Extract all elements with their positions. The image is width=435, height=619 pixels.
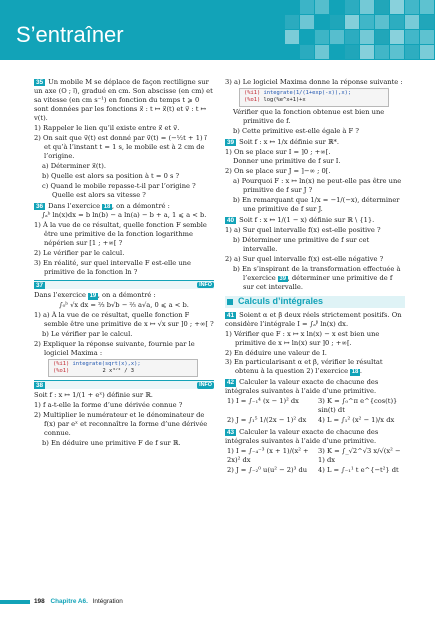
- exercise-reference[interactable]: 19: [89, 293, 97, 300]
- question: 2) On se place sur J = ]−∞ ; 0[.: [225, 167, 331, 176]
- header-tile: [345, 0, 359, 14]
- question: b) Le vérifier par le calcul.: [42, 329, 133, 338]
- integral-item: 1) I = ∫₋₄⁻³ (x + 1)/(x² + 2x)² dx: [227, 446, 309, 464]
- question: 1) On se place sur I = ]0 ; +∞[.: [225, 147, 331, 156]
- exercise-reference[interactable]: 18: [103, 203, 111, 210]
- question: a) Déterminer x⃗(t).: [42, 161, 106, 170]
- integral-item: 3) K = ∫_√2^√3 x/√(x² − 1) dx: [318, 446, 401, 464]
- question-text-part: b) En s’inspirant de la transformation effectuée à l’exercice: [233, 264, 401, 282]
- exercise-number: 40: [227, 217, 235, 225]
- maxima-output: [239, 88, 389, 107]
- question: 2) Expliquer la réponse suivante, fournie par le logiciel Maxima :: [34, 339, 195, 357]
- page-footer: [34, 598, 123, 605]
- exercise-number: 42: [227, 379, 235, 387]
- header-tile: [375, 15, 389, 29]
- question: b) Quelle est alors sa position à t = 0 s ?: [42, 171, 180, 180]
- page-title: S’entraîner: [16, 22, 124, 47]
- left-column: [34, 78, 214, 449]
- header-tile: [330, 15, 344, 29]
- exercise-text: Dans l’exercice: [48, 201, 101, 210]
- exercise-reference[interactable]: 39: [279, 275, 287, 282]
- exercise-text: Soit f : x ↦ 1/(1 + eˣ) définie sur ℝ.: [34, 391, 153, 400]
- question: b) Déterminer une primitive de f sur cet intervalle.: [233, 235, 370, 253]
- question: Donner une primitive de f sur I.: [233, 157, 341, 166]
- exercise-text: [34, 291, 214, 300]
- question-text-part: .: [359, 367, 363, 376]
- code-output: 2 x³ᐟ² / 3: [102, 368, 134, 375]
- header-tile: [285, 30, 299, 44]
- header-tile: [300, 45, 314, 59]
- question: 2) a) Sur quel intervalle f(x) est-elle négative ?: [225, 254, 384, 263]
- question: 1) a) Sur quel intervalle f(x) est-elle positive ?: [225, 226, 381, 234]
- exercise-43: [225, 428, 405, 446]
- header-tile: [375, 0, 389, 14]
- header-tile: [405, 30, 419, 44]
- question: 1) Vérifier que F : x ↦ x ln(x) − x est bien une primitive de x ↦ ln(x) sur ]0 ; +∞[.: [225, 329, 380, 347]
- header-tile: [300, 15, 314, 29]
- question: [225, 265, 405, 292]
- question: 1) Rappeler le lien qu’il existe entre x⃗ et v⃗.: [34, 124, 180, 133]
- code-output-label: (%o1): [53, 368, 70, 375]
- chapter-title: Intégration: [92, 598, 123, 605]
- integral-item: 1) I = ∫₋₁⁴ (x − 1)² dx: [227, 397, 299, 406]
- header-tile: [390, 15, 404, 29]
- header-tile: [360, 30, 374, 44]
- header-tile: [420, 45, 434, 59]
- exercise-text-part: , on a démontré :: [97, 291, 156, 300]
- question: 1) a) À la vue de ce résultat, quelle fonction F semble être une primitive de x ↦ √x sur ]0 ; +∞[ ?: [34, 310, 214, 328]
- maxima-output: [48, 359, 198, 378]
- header-tile: [315, 0, 329, 14]
- question: 2) En déduire une valeur de I.: [225, 348, 327, 357]
- header-tile: [345, 45, 359, 59]
- right-column: [225, 78, 405, 476]
- section-title: Calculs d’intégrales: [238, 296, 324, 307]
- question: b) En déduire une primitive F de f sur ℝ.: [42, 439, 181, 448]
- header-tile: [360, 45, 374, 59]
- exercise-text: , on a démontré :: [111, 201, 170, 210]
- code-output: log(%e^x+1)+x: [263, 97, 306, 104]
- exercise-number: 37: [36, 281, 44, 289]
- header-tile: [285, 15, 299, 29]
- question: b) Cette primitive est-elle égale à F ?: [233, 126, 359, 135]
- question: 2) Multiplier le numérateur et le dénominateur de f(x) par eˣ et reconnaître la forme d’une dérivée connue.: [34, 411, 208, 438]
- exercise-text: Un mobile M se déplace de façon rectiligne sur un axe (O ; i⃗), gradué en cm. Son abscisse (en cm) et sa vitesse (en cm s⁻¹) en fonction du temps t ⩾ 0 sont données par les fonctions x⃗ : t ↦ x⃗(t) et v⃗ : t ↦ v(t).: [34, 78, 213, 123]
- question-text-part: , déterminer une primitive de f sur cet intervalle.: [243, 273, 393, 291]
- header-tile-pattern: [285, 0, 435, 60]
- header-tile: [315, 45, 329, 59]
- header-tile: [405, 0, 419, 14]
- exercise-number: 38: [36, 381, 44, 389]
- integral-list: [225, 447, 405, 476]
- integral-item: 2) J = ∫₁⁵ 1/(2x − 1)² dx: [227, 416, 307, 425]
- exercise-42: [225, 378, 405, 396]
- exercise-35: [34, 78, 214, 123]
- exercise-38-bar: [34, 380, 214, 389]
- exercise-text: Calculer la valeur exacte de chacune des intégrales suivantes à l’aide d’une primitive.: [225, 378, 379, 396]
- exercise-number: 43: [227, 429, 235, 437]
- page-header: [0, 0, 435, 60]
- info-badge: INFO: [199, 281, 212, 288]
- header-tile: [390, 0, 404, 14]
- exercise-text-part: Dans l’exercice: [34, 291, 86, 300]
- header-tile: [390, 30, 404, 44]
- exercise-39: [225, 138, 405, 147]
- exercise-36: [34, 202, 214, 211]
- header-tile: [390, 45, 404, 59]
- header-tile: [315, 30, 329, 44]
- integral-item: 3) K = ∫₀^π e^{cos(t)} sin(t) dt: [318, 397, 398, 415]
- exercise-text: Calculer la valeur exacte de chacune des intégrales suivantes à l’aide d’une primitive.: [225, 428, 379, 446]
- exercise-text: Soit f : x ↦ 1/x définie sur ℝ*.: [239, 137, 339, 146]
- page-number: 198: [34, 598, 45, 605]
- header-tile: [420, 30, 434, 44]
- code-output-label: (%o1): [244, 97, 261, 104]
- exercise-number: 41: [227, 311, 235, 319]
- integral-item: 4) L = ∫₁² (x² − 1)/x dx: [318, 416, 395, 425]
- question: [225, 358, 405, 376]
- header-tile: [300, 0, 314, 14]
- question-text-part: 3) En particularisant α et β, vérifier le résultat obtenu à la question 2) l’exercice: [225, 358, 383, 376]
- header-tile: [405, 15, 419, 29]
- header-tile: [330, 30, 344, 44]
- question: 1) À la vue de ce résultat, quelle fonction F semble être une primitive de la fonction logarithme népérien sur [1 ; +∞[ ?: [34, 221, 207, 248]
- code-input: integrate(1/(1+exp(-x)),x);: [263, 90, 352, 97]
- integral-item: 4) L = ∫₋₁¹ t e^{−t²} dt: [318, 465, 399, 474]
- exercise-37-bar: [34, 280, 214, 289]
- exercise-number: 35: [36, 79, 44, 86]
- integral-item: 2) J = ∫₋₂⁰ u(u² − 2)³ du: [227, 465, 308, 474]
- exercise-40: [225, 216, 405, 225]
- exercise-number: 36: [36, 202, 44, 210]
- integral-list: [225, 397, 405, 426]
- code-input-label: (%i1): [244, 90, 261, 97]
- header-tile: [420, 0, 434, 14]
- question: 2) Le vérifier par le calcul.: [34, 249, 125, 258]
- header-tile: [375, 45, 389, 59]
- header-tile: [375, 30, 389, 44]
- question: Vérifier que la fonction obtenue est bien une primitive de f.: [233, 107, 385, 125]
- header-tile: [405, 45, 419, 59]
- exercise-41: [225, 311, 405, 329]
- question: 3) En réalité, sur quel intervalle F est-elle une primitive de la fonction ln ?: [34, 259, 191, 277]
- section-heading: [225, 296, 405, 308]
- question: 2) On sait que v⃗(t) est donné par v⃗(t) = (−½t + 1) i⃗ et qu’à l’instant t = 1 s, le mobile est à 2 cm de l’origine.: [34, 133, 207, 160]
- header-tile: [360, 15, 374, 29]
- info-badge: INFO: [199, 382, 212, 389]
- question: c) Quand le mobile repasse-t-il par l’origine ? Quelle est alors sa vitesse ?: [42, 181, 196, 199]
- question: 3) a) Le logiciel Maxima donne la réponse suivante :: [225, 78, 403, 86]
- code-input-label: (%i1): [53, 360, 70, 367]
- chapter-label: Chapitre A6.: [50, 598, 88, 605]
- exercise-text: Soient α et β deux réels strictement positifs. On considère l’intégrale I = ∫ₐᵝ ln(x) dx.: [225, 310, 402, 328]
- header-tile: [360, 0, 374, 14]
- exercise-reference[interactable]: 18: [351, 369, 359, 376]
- code-input: integrate(sqrt(x),x);: [72, 360, 141, 367]
- question: a) Pourquoi F : x ↦ ln(x) ne peut-elle pas être une primitive de f sur J ?: [233, 177, 402, 195]
- question: 1) f a-t-elle la forme d’une dérivée connue ?: [34, 401, 183, 410]
- footer-accent-bar: [0, 600, 30, 604]
- section-square-icon: [227, 299, 233, 305]
- header-tile: [345, 15, 359, 29]
- exercise-number: 39: [227, 138, 235, 146]
- formula: ∫ₐᵇ ln(x)dx = b ln(b) − a ln(a) − b + a, 1 ⩽ a < b.: [41, 211, 207, 220]
- exercise-text: Soit f : x ↦ 1/(1 − x) définie sur ℝ \ {1}.: [239, 216, 375, 225]
- header-tile: [420, 15, 434, 29]
- header-tile: [345, 30, 359, 44]
- question: b) En remarquant que 1/x = −1/(−x), déterminer une primitive de f sur J.: [233, 196, 400, 214]
- formula: ∫₀ᵇ √x dx = ⅔ b√b − ⅔ a√a, 0 ⩽ a < b.: [59, 301, 189, 309]
